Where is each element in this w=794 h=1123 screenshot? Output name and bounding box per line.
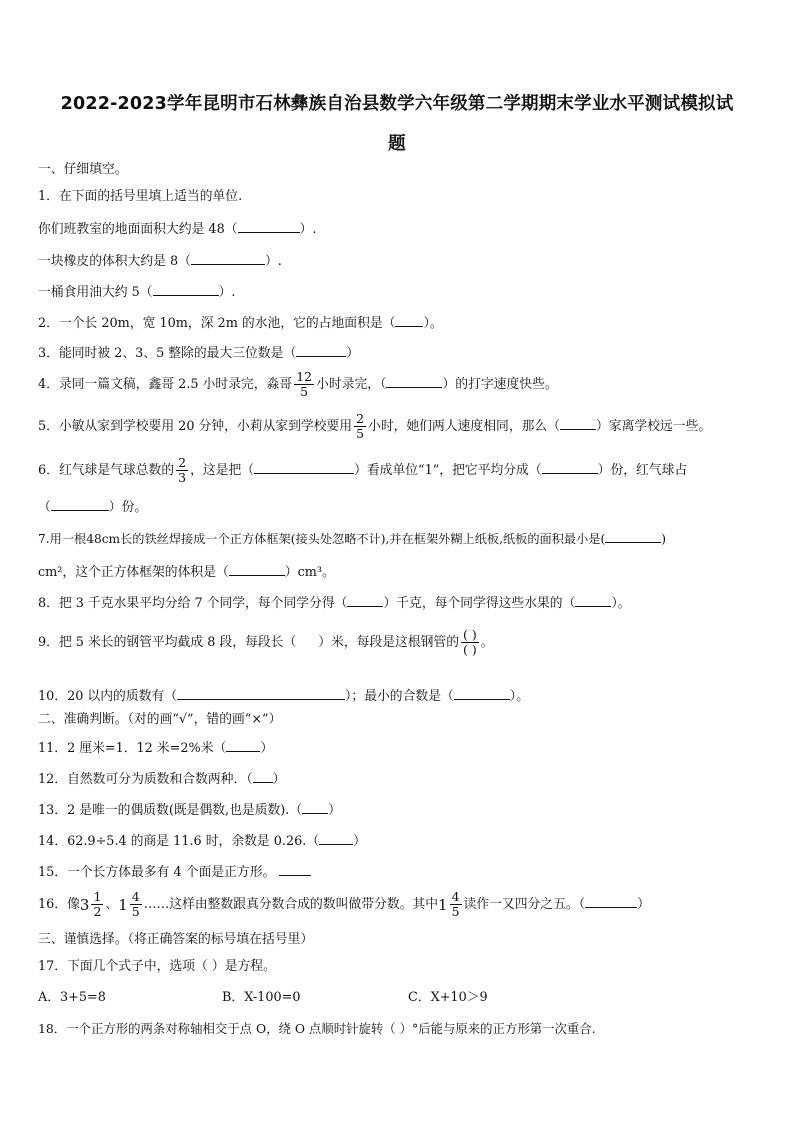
question-6: 6．红气球是气球总数的 $\frac{2}{3}$ ，这是把（ ）看成单位“1”，把它平均分成（ ）份，红气球占 [38,455,688,485]
question-11: 11．2 厘米=1．12 米=2%米（ ） [38,741,274,756]
question-17: 17．下面几个式子中，选项（ ）是方程。 [38,959,276,974]
answer-blank[interactable] [253,770,273,783]
fraction: $\frac{4}{5}$ [131,889,140,919]
fraction: $\frac{2}{5}$ [356,411,365,441]
question-7-cont: cm²，这个正方体框架的体积是（ ）cm³。 [38,565,335,580]
question-9: 9．把 5 米长的钢管平均截成 8 段，每段长（ ）米，每段是这根钢管的 $\frac{( )}{( )}$ 。 [38,627,494,657]
answer-blank[interactable] [454,687,510,700]
answer-blank[interactable] [302,801,328,814]
fraction-blank[interactable]: $\frac{( )}{( )}$ [463,627,477,657]
answer-blank[interactable] [279,863,311,876]
answer-blank[interactable] [191,252,265,265]
answer-blank[interactable] [226,739,260,752]
q1-part-c: 一桶食用油大约 5（ ）. [38,285,236,300]
question-8: 8．把 3 千克水果平均分给 7 个同学，每个同学分得（ ）千克，每个同学得这些水果的（ ）。 [38,596,631,611]
question-17-option-b[interactable]: B．X-100=0 [222,990,301,1005]
answer-blank[interactable] [605,530,661,543]
answer-blank[interactable] [319,832,353,845]
question-17-option-a[interactable]: A．3+5=8 [38,990,106,1005]
section-multiple-choice: 三、谨慎选择。（将正确答案的标号填在括号里） [38,932,314,947]
question-16: 16．像3 $\frac{1}{2}$ 、1 $\frac{4}{5}$ ……这样由整数跟真分数合成的数叫做带分数。其中1 $\frac{4}{5}$ 读作一又四分之五。（ ） [38,889,650,919]
answer-blank[interactable] [585,895,637,908]
question-3: 3．能同时被 2、3、5 整除的最大三位数是（ ） [38,346,360,361]
answer-blank[interactable] [51,498,109,511]
fraction: $\frac{2}{3}$ [178,455,187,485]
answer-blank[interactable] [153,283,219,296]
q1-part-b: 一块橡皮的体积大约是 8（ ）. [38,254,282,269]
question-6-cont: （ ）份。 [38,500,148,515]
answer-blank[interactable] [347,594,383,607]
answer-blank[interactable] [386,375,442,388]
question-4: 4．录同一篇文稿，鑫哥 2.5 小时录完，淼哥 $\frac{12}{5}$ 小时录完，（ ）的打字速度快些。 [38,369,558,399]
section-fill-blank: 一、仔细填空。 [38,162,128,177]
answer-blank[interactable] [542,461,598,474]
question-18: 18．一个正方形的两条对称轴相交于点 O，绕 O 点顺时针旋转（ ）°后能与原来的正方形第一次重合. [38,1021,596,1036]
question-7: 7.用一根48cm长的铁丝焊接成一个正方体框架(接头处忽略不计),并在框架外糊上纸板,纸板的面积最小是( ) [38,532,666,546]
fraction: $\frac{4}{5}$ [451,889,460,919]
exam-title-line1: 2022-2023学年昆明市石林彝族自治县数学六年级第二学期期末学业水平测试模拟试 [60,94,734,114]
fraction: $\frac{12}{5}$ [296,369,313,399]
answer-blank[interactable] [560,417,596,430]
answer-blank[interactable] [229,563,285,576]
question-5: 5．小敏从家到学校要用 20 分钟，小莉从家到学校要用 $\frac{2}{5}$ 小时，她们两人速度相同，那么（ ）家离学校远一些。 [38,411,712,441]
q1-stem: 1．在下面的括号里填上适当的单位. [38,189,243,204]
answer-blank[interactable] [575,594,611,607]
question-2: 2．一个长 20m，宽 10m，深 2m 的水池，它的占地面积是（ ）。 [38,316,443,331]
exam-title-line2: 题 [388,134,406,154]
section-true-false: 二、准确判断。（对的画“√”，错的画“×”） [38,712,282,727]
question-17-option-c[interactable]: C．X+10＞9 [408,990,488,1005]
answer-blank[interactable] [177,687,345,700]
question-13: 13．2 是唯一的偶质数(既是偶数,也是质数).（ ） [38,803,341,818]
answer-blank[interactable] [296,344,346,357]
answer-blank[interactable] [395,314,423,327]
answer-blank[interactable] [254,461,354,474]
question-14: 14．62.9÷5.4 的商是 11.6 时，余数是 0.26.（ ） [38,834,366,849]
q1-part-a: 你们班教室的地面面积大约是 48（ ）. [38,222,317,237]
question-12: 12．自然数可分为质数和合数两种．（ ） [38,772,286,787]
answer-blank[interactable] [238,220,300,233]
question-10: 10．20 以内的质数有（ ）；最小的合数是（ ）。 [38,689,529,704]
fraction: $\frac{1}{2}$ [93,889,102,919]
question-15: 15．一个长方体最多有 4 个面是正方形。 [38,863,311,881]
